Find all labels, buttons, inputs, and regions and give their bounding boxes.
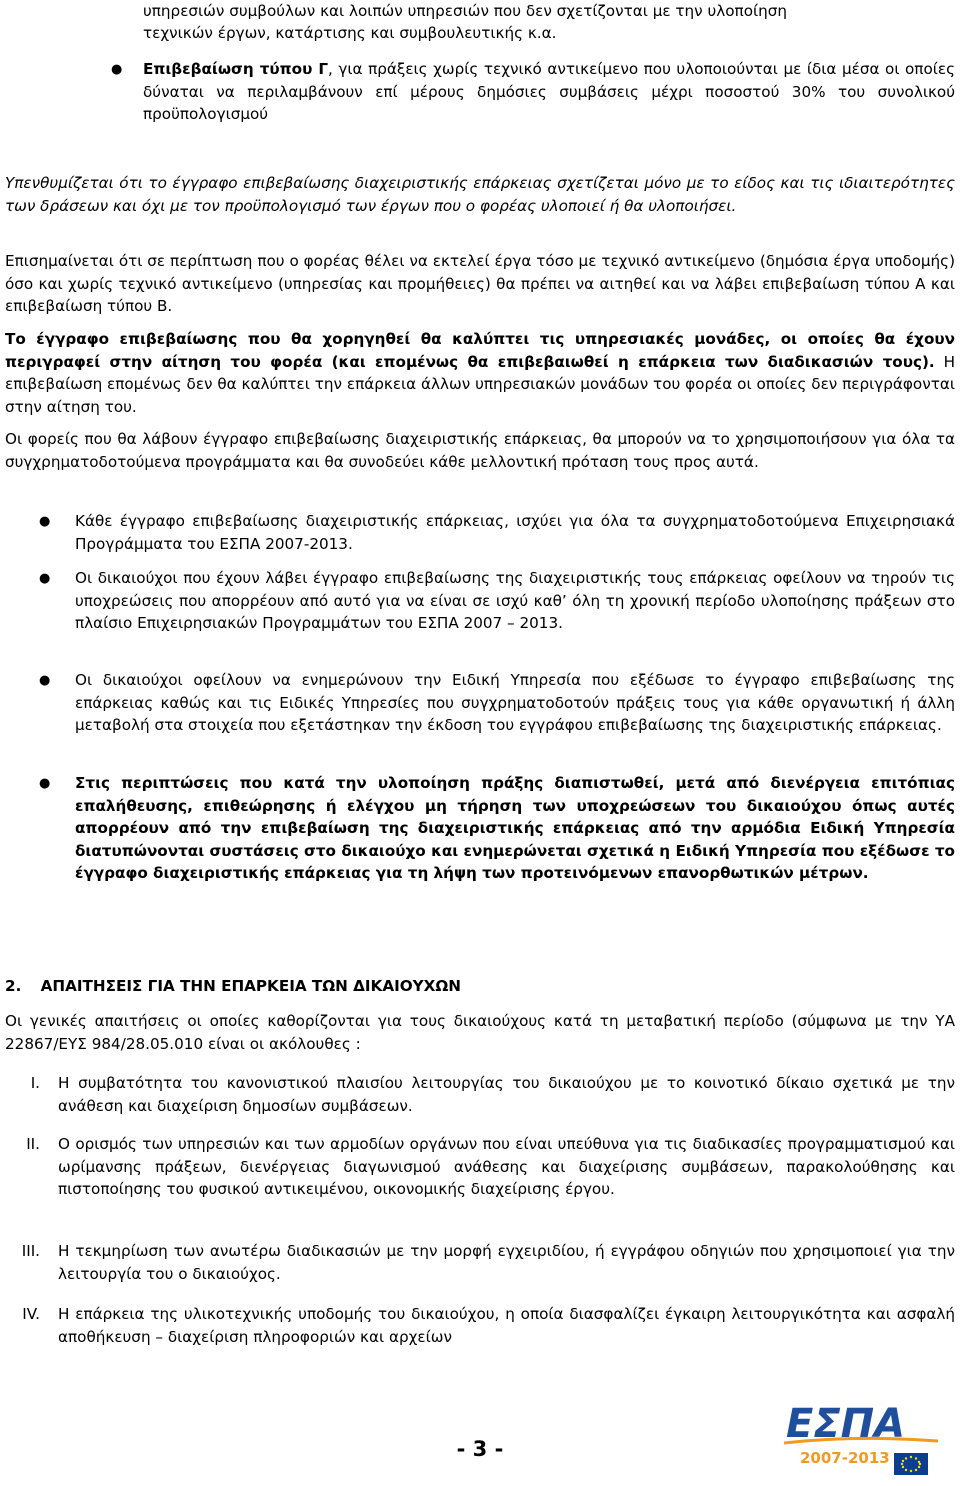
section-heading <box>5 975 955 998</box>
section-number: 2. <box>5 977 22 995</box>
gamma-label: Επιβεβαίωση τύπου Γ <box>143 60 329 78</box>
usage-paragraph: Οι φορείς που θα λάβουν έγγραφο επιβεβαίωσης διαχειριστικής επάρκειας, θα μπορούν να το χρησιμοποιήσουν για όλα τα συγχρηματοδοτούμενα προγράμματα και θα συνοδεύει κάθε μελλοντική πρόταση τους προς αυτά. <box>5 430 955 471</box>
list-item-bold: Στις περιπτώσεις που κατά την υλοποίηση πράξης διαπιστωθεί, μετά από διενέργεια επιτόπιας επαλήθευσης, επιθεώρησης ή ελέγχου μη τήρηση των υποχρεώσεων του δικαιούχου όπως αυτές απορρέουν από την επιβεβαίωση της διαχειριστικής επάρκειας από την αρμόδια Ειδική Υπηρεσία διατυπώνονται συστάσεις στο δικαιούχο και ενημερώνεται σχετικά η Ειδική Υπηρεσία που εξέδωσε το έγγραφο διαχειριστικής επάρκειας για τη λήψη των προτεινόμενων επανορθωτικών μέτρων. <box>75 774 955 882</box>
bullet-dot: ● <box>39 776 51 791</box>
list-item: Οι δικαιούχοι που έχουν λάβει έγγραφο επιβεβαίωσης της διαχειριστικής τους επάρκειας οφείλουν να τηρούν τις υποχρεώσεις που απορρέουν από αυτό για να είναι σε ισχύ καθ’ όλη τη χρονική περίοδο υλοποίησης πράξεων στο πλαίσιο Επιχειρησιακών Προγραμμάτων του ΕΣΠΑ 2007 – 2013. <box>75 569 955 632</box>
bullet-dot: ● <box>111 62 123 77</box>
espa-logo <box>778 1395 944 1477</box>
requirement-text: Η επάρκεια της υλικοτεχνικής υποδομής του δικαιούχου, η οποία διασφαλίζει έγκαιρη λειτουργικότητα και ασφαλή αποθήκευση – διαχείριση πληροφοριών και αρχείων <box>58 1305 955 1346</box>
reminder-paragraph: Υπενθυμίζεται ότι το έγγραφο επιβεβαίωσης διαχειριστικής επάρκειας σχετίζεται μόνο με το είδος και τις ιδιαιτερότητες των δράσεων και όχι με τον προϋπολογισμό των έργων που ο φορέας υλοποιεί ή θα υλοποιήσει. <box>5 174 955 215</box>
coverage-bold: Το έγγραφο επιβεβαίωσης που θα χορηγηθεί θα καλύπτει τις υπηρεσιακές μονάδες, οι οποίες θα έχουν περιγραφεί στην αίτηση του φορέα (και επομένως θα επιβεβαιωθεί η επάρκεια των διαδικασιών τους). <box>5 330 955 371</box>
gamma-text: , για πράξεις χωρίς τεχνικό αντικείμενο που υλοποιούνται με ίδια μέσα οι οποίες δύναται να περιλαμβάνουν επί μέρους δημόσιες συμβάσεις μέχρι ποσοστού 30% του συνολικού προϋπολογισμού <box>143 60 955 123</box>
requirement-text: Η τεκμηρίωση των ανωτέρω διαδικασιών με την μορφή εγχειριδίου, ή εγγράφου οδηγιών που χρησιμοποιεί για την λειτουργία του ο δικαιούχος. <box>58 1242 955 1283</box>
eu-flag-icon <box>894 1453 928 1475</box>
requirement-text: Ο ορισμός των υπηρεσιών και των αρμοδίων οργάνων που είναι υπεύθυνα για τις διαδικασίες προγραμματισμού και ωρίμανσης πράξεων, διενέργειας διαγωνισμού ανάθεσης και διαχείρισης συμβάσεων, παρακολούθησης και πιστοποίησης του φυσικού αντικειμένου, οικονομικής διαχείρισης έργου. <box>58 1135 955 1198</box>
requirement-numeral: IV. <box>22 1305 40 1323</box>
bullet-dot: ● <box>39 514 51 529</box>
note-paragraph: Επισημαίνεται ότι σε περίπτωση που ο φορέας θέλει να εκτελεί έργα τόσο με τεχνικό αντικείμενο (δημόσια έργα υποδομής) όσο και χωρίς τεχνικό αντικείμενο (υπηρεσίας και προμήθειες) θα πρέπει να αιτηθεί και να λάβει επιβεβαίωση τύπου Α και επιβεβαίωση τύπου Β. <box>5 252 955 315</box>
bullet-dot: ● <box>39 571 51 586</box>
list-item: Κάθε έγγραφο επιβεβαίωσης διαχειριστικής επάρκειας, ισχύει για όλα τα συγχρηματοδοτούμενα Επιχειρησιακά Προγράμματα του ΕΣΠΑ 2007-2013. <box>75 512 955 553</box>
section-title: ΑΠΑΙΤΗΣΕΙΣ ΓΙΑ ΤΗΝ ΕΠΑΡΚΕΙΑ ΤΩΝ ΔΙΚΑΙΟΥΧΩΝ <box>40 977 461 995</box>
bullet-dot: ● <box>39 673 51 688</box>
bullet-continuation-line-1: υπηρεσιών συμβούλων και λοιπών υπηρεσιών που δεν σχετίζονται με την υλοποίηση <box>143 2 788 20</box>
requirement-numeral: III. <box>21 1242 40 1260</box>
requirement-numeral: II. <box>26 1135 40 1153</box>
coverage-rest: Η επιβεβαίωση επομένως δεν θα καλύπτει την επάρκεια άλλων υπηρεσιακών μονάδων του φορέα οι οποίες δεν περιγράφονται στην αίτηση του. <box>5 352 955 416</box>
requirement-text: Η συμβατότητα του κανονιστικού πλαισίου λειτουργίας του δικαιούχου με το κοινοτικό δίκαιο σχετικά με την ανάθεση και διαχείριση δημοσίων συμβάσεων. <box>58 1074 955 1115</box>
logo-years: 2007-2013 <box>800 1449 890 1467</box>
list-item: Οι δικαιούχοι οφείλουν να ενημερώνουν την Ειδική Υπηρεσία που εξέδωσε το έγγραφο επιβεβαίωσης της επάρκειας καθώς και τις Ειδικές Υπηρεσίες που συγχρηματοδοτούν πράξεις τους για κάθε οργανωτική ή άλλη μεταβολή στα στοιχεία που εξετάστηκαν την έκδοση του εγγράφου επιβεβαίωσης της διαχειριστικής επάρκειας. <box>75 671 955 734</box>
coverage-paragraph <box>5 328 955 418</box>
logo-text: ΕΣΠΑ <box>786 1401 906 1447</box>
requirement-numeral: I. <box>30 1074 40 1092</box>
page-number: - 3 - <box>456 1437 504 1461</box>
section-intro: Οι γενικές απαιτήσεις οι οποίες καθορίζονται για τους δικαιούχους κατά τη μεταβατική περίοδο (σύμφωνα με την ΥΑ 22867/ΕΥΣ 984/28.05.010 είναι οι ακόλουθες : <box>5 1012 955 1053</box>
bullet-continuation-line-2: τεχνικών έργων, κατάρτισης και συμβουλευτικής κ.α. <box>143 24 557 42</box>
gamma-bullet <box>143 58 955 126</box>
